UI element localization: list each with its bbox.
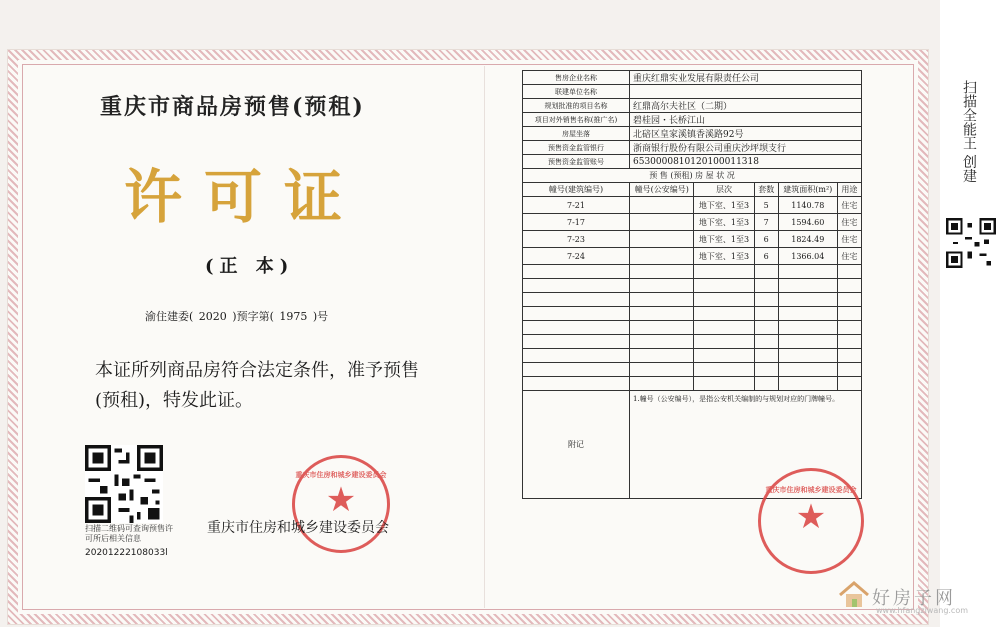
empty-cell: [523, 265, 630, 279]
empty-cell: [754, 321, 778, 335]
empty-cell: [837, 377, 861, 391]
unit-row: [523, 197, 862, 214]
col-area: 建筑面积(m²): [778, 183, 837, 197]
empty-cell: [837, 335, 861, 349]
info-row: [523, 141, 862, 155]
info-value: 重庆红鼎实业发展有限责任公司: [630, 71, 862, 85]
empty-cell: [754, 279, 778, 293]
seal-text-right: 重庆市住房和城乡建设委员会: [765, 486, 857, 494]
empty-cell: [754, 293, 778, 307]
unit-count: 6: [754, 231, 778, 248]
info-value: 6530000810120100011318: [630, 155, 862, 169]
scanner-qr-icon: [946, 218, 996, 268]
empty-cell: [630, 335, 694, 349]
empty-cell: [694, 307, 754, 321]
unit-bldg: 7-21: [523, 197, 630, 214]
col-floor: 层次: [694, 183, 754, 197]
empty-cell: [837, 265, 861, 279]
col-use: 用途: [837, 183, 861, 197]
empty-cell: [754, 377, 778, 391]
unit-bldg-pub: [630, 248, 694, 265]
unit-bldg: 7-24: [523, 248, 630, 265]
empty-cell: [778, 265, 837, 279]
note-label: 附记: [523, 391, 630, 499]
certificate-title-sub: (正 本): [205, 256, 295, 277]
empty-cell: [694, 265, 754, 279]
empty-row: [523, 279, 862, 293]
empty-cell: [754, 349, 778, 363]
certificate-title-main: 许可证: [124, 163, 365, 231]
unit-row: [523, 214, 862, 231]
note-text: 1.幢号（公安编号），是指公安机关编制的与规划对应的门牌幢号。: [630, 391, 862, 499]
unit-area: 1366.04: [778, 248, 837, 265]
empty-cell: [523, 321, 630, 335]
empty-row: [523, 349, 862, 363]
empty-cell: [837, 349, 861, 363]
scanner-watermark-text: 扫描全能王 创建: [961, 80, 977, 183]
unit-use: 住宅: [837, 214, 861, 231]
unit-floor: 地下室、1至3: [694, 248, 754, 265]
empty-cell: [630, 293, 694, 307]
unit-area: 1824.49: [778, 231, 837, 248]
empty-cell: [630, 279, 694, 293]
empty-cell: [630, 349, 694, 363]
unit-floor: 地下室、1至3: [694, 231, 754, 248]
empty-row: [523, 293, 862, 307]
empty-cell: [778, 307, 837, 321]
empty-cell: [837, 321, 861, 335]
info-label: 预售资金监管银行: [523, 141, 630, 155]
unit-bldg: 7-23: [523, 231, 630, 248]
empty-cell: [837, 363, 861, 377]
empty-cell: [778, 321, 837, 335]
info-row: [523, 99, 862, 113]
unit-count: 5: [754, 197, 778, 214]
empty-cell: [694, 293, 754, 307]
empty-cell: [523, 349, 630, 363]
empty-cell: [778, 335, 837, 349]
empty-cell: [523, 363, 630, 377]
empty-row: [523, 321, 862, 335]
empty-row: [523, 335, 862, 349]
qr-serial-number: 20201222108033l: [85, 548, 168, 558]
unit-bldg: 7-17: [523, 214, 630, 231]
unit-row: [523, 248, 862, 265]
empty-cell: [630, 265, 694, 279]
empty-cell: [694, 321, 754, 335]
empty-cell: [778, 349, 837, 363]
unit-bldg-pub: [630, 214, 694, 231]
empty-cell: [778, 279, 837, 293]
empty-cell: [694, 363, 754, 377]
info-value: 红鼎高尔夫社区（二期）: [630, 99, 862, 113]
center-fold: [484, 66, 485, 608]
info-label: 预售资金监管账号: [523, 155, 630, 169]
presale-info-table: [522, 70, 862, 499]
empty-cell: [630, 321, 694, 335]
info-value: [630, 85, 862, 99]
empty-cell: [630, 307, 694, 321]
empty-cell: [837, 307, 861, 321]
empty-cell: [754, 307, 778, 321]
info-label: 售房企业名称: [523, 71, 630, 85]
info-label: 房屋坐落: [523, 127, 630, 141]
site-watermark: 好房子网: [872, 588, 956, 609]
reg-num: 1975: [279, 310, 308, 323]
empty-cell: [694, 335, 754, 349]
info-value: 浙商银行股份有限公司重庆沙坪坝支行: [630, 141, 862, 155]
unit-area: 1140.78: [778, 197, 837, 214]
reg-prefix: 渝住建委(: [145, 310, 194, 323]
unit-use: 住宅: [837, 248, 861, 265]
issuer-name: 重庆市住房和城乡建设委员会: [207, 520, 389, 536]
info-row: [523, 71, 862, 85]
empty-row: [523, 265, 862, 279]
unit-row: [523, 231, 862, 248]
info-label: 联建单位名称: [523, 85, 630, 99]
col-units: 套数: [754, 183, 778, 197]
empty-cell: [523, 293, 630, 307]
empty-cell: [837, 279, 861, 293]
qr-caption: 扫描二维码可查询预售许可所后相关信息: [85, 524, 173, 543]
official-seal-right: [758, 468, 864, 574]
info-value: 北碚区皇家溪镇香溪路92号: [630, 127, 862, 141]
official-seal-left: [292, 455, 390, 553]
certificate-body-text: 本证所列商品房符合法定条件，准予预售(预租)，特发此证。: [95, 360, 419, 411]
unit-bldg-pub: [630, 231, 694, 248]
reg-year: 2020: [198, 310, 227, 323]
site-watermark-url: www.hfangziwang.com: [876, 606, 969, 615]
empty-cell: [778, 363, 837, 377]
col-bldg: 幢号(建筑编号): [523, 183, 630, 197]
empty-cell: [694, 349, 754, 363]
empty-cell: [754, 363, 778, 377]
empty-cell: [630, 363, 694, 377]
empty-row: [523, 377, 862, 391]
unit-use: 住宅: [837, 197, 861, 214]
info-row: [523, 113, 862, 127]
empty-cell: [694, 279, 754, 293]
seal-text-left: 重庆市住房和城乡建设委员会: [295, 471, 387, 479]
empty-cell: [694, 377, 754, 391]
info-row: [523, 155, 862, 169]
unit-use: 住宅: [837, 231, 861, 248]
empty-cell: [754, 335, 778, 349]
reg-mid: )预字第(: [232, 310, 274, 323]
empty-cell: [778, 293, 837, 307]
empty-cell: [523, 335, 630, 349]
empty-cell: [630, 377, 694, 391]
unit-floor: 地下室、1至3: [694, 197, 754, 214]
certificate-title-top: 重庆市商品房预售(预租): [100, 94, 365, 120]
info-label: 规划批准的项目名称: [523, 99, 630, 113]
info-row: [523, 127, 862, 141]
empty-cell: [754, 265, 778, 279]
registration-number: [145, 308, 330, 324]
empty-cell: [523, 377, 630, 391]
reg-suffix: )号: [312, 310, 329, 323]
empty-cell: [523, 279, 630, 293]
empty-row: [523, 307, 862, 321]
unit-count: 6: [754, 248, 778, 265]
empty-row: [523, 363, 862, 377]
info-value: 碧桂园・长桥江山: [630, 113, 862, 127]
info-label: 项目对外销售名称(推广名): [523, 113, 630, 127]
star-icon: ★: [325, 480, 357, 521]
col-bldg-pub: 幢号(公安编号): [630, 183, 694, 197]
house-logo-icon: [838, 580, 870, 610]
qr-code-icon: [85, 445, 163, 523]
empty-cell: [837, 293, 861, 307]
star-icon: ★: [795, 497, 827, 537]
unit-area: 1594.60: [778, 214, 837, 231]
empty-cell: [523, 307, 630, 321]
unit-count: 7: [754, 214, 778, 231]
info-row: [523, 85, 862, 99]
empty-cell: [778, 377, 837, 391]
section-title: 预 售 (预租) 房 屋 状 况: [523, 169, 862, 183]
unit-bldg-pub: [630, 197, 694, 214]
unit-floor: 地下室、1至3: [694, 214, 754, 231]
